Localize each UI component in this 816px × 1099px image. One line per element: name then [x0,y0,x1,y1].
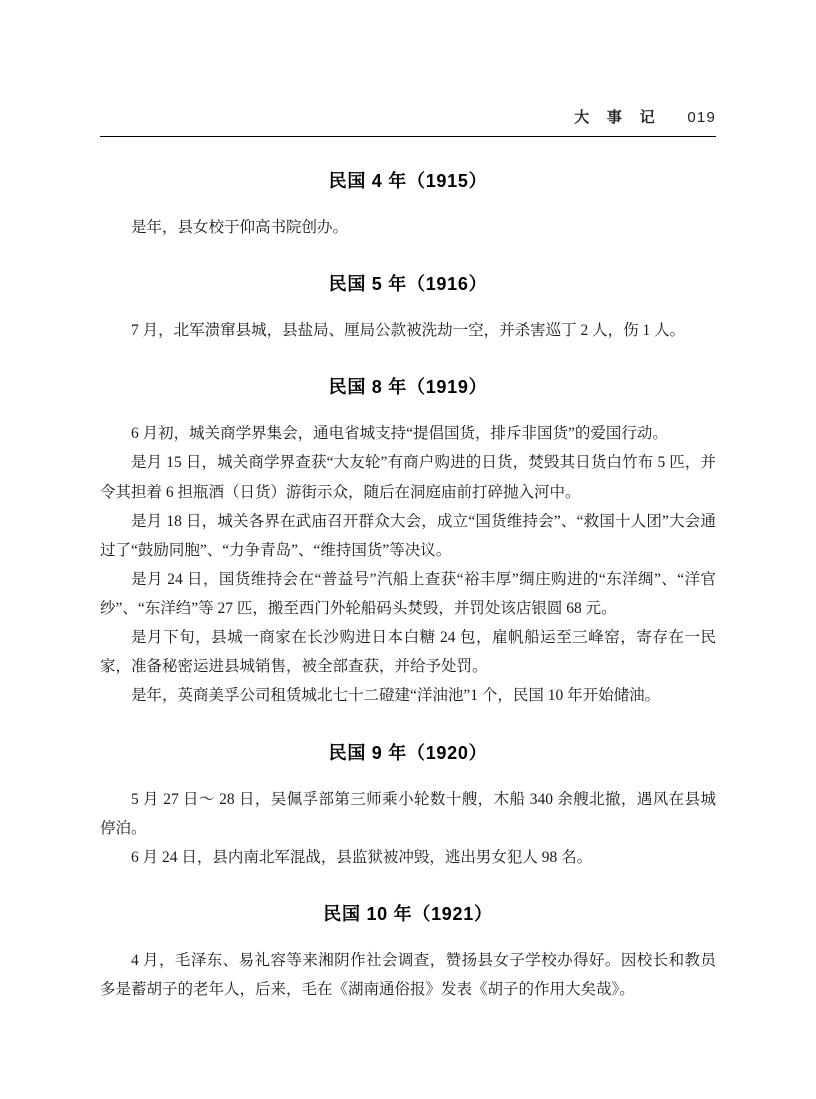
section-heading: 民国 4 年（1915） [328,171,488,191]
paragraph: 6 月初，城关商学界集会，通电省城支持“提倡国货，排斥非国货”的爱国行动。 [131,425,668,443]
paragraph: 4 月，毛泽东、易礼容等来湘阴作社会调查，赞扬县女子学校办得好。因校长和教员多是蓄胡子的老年人，后来，毛在《湖南通俗报》发表《胡子的作用大矣哉》。 [100,951,716,998]
paragraph: 7 月，北军溃窜县城，县盐局、厘局公款被洗劫一空，并杀害巡丁 2 人，伤 1 人。 [131,322,686,340]
paragraph: 是月 18 日，城关各界在武庙召开群众大会，成立“国货维持会”、“救国十人团”大会通过了“鼓励同胞”、“力争青岛”、“维持国货”等决议。 [100,512,716,559]
paragraph: 是月 24 日，国货维持会在“普益号”汽船上查获“裕丰厚”绸庄购进的“东洋绸”、“洋官纱”、“东洋绉”等 27 匹，搬至西门外轮船码头焚毁，并罚处该店银圆 68 元。 [100,570,716,617]
page-header [100,0,716,137]
year-section [100,270,716,345]
page-number: 019 [687,109,716,126]
paragraph: 是月下旬，县城一商家在长沙购进日本白糖 24 包，雇帆船运至三峰窑，寄存在一民家，准备秘密运进县城销售，被全部查获，并给予处罚。 [100,629,716,676]
year-section [100,373,716,710]
paragraph: 是年，县女校于仰高书院创办。 [131,219,349,236]
paragraph: 5 月 27 日～ 28 日，吴佩孚部第三师乘小轮数十艘，木船 340 余艘北撤，遇风在县城停泊。 [100,790,716,837]
document-body [100,137,716,1004]
year-section [100,167,716,242]
section-heading: 民国 9 年（1920） [328,742,488,763]
year-section [100,900,716,1004]
paragraph: 是年，英商美孚公司租赁城北七十二磴建“洋油池”1 个，民国 10 年开始储油。 [131,687,661,705]
paragraph: 6 月 24 日，县内南北军混战，县监狱被冲毁，逃出男女犯人 98 名。 [131,848,593,866]
section-heading: 民国 8 年（1919） [328,377,488,398]
paragraph: 是月 15 日，城关商学界查获“大友轮”有商户购进的日货，焚毁其日货白竹布 5 匹，并令其担着 6 担瓶酒（日货）游街示众，随后在洞庭庙前打碎抛入河中。 [100,454,716,501]
running-head-title: 大 事 记 [574,109,662,126]
year-section [100,739,716,872]
section-heading: 民国 5 年（1916） [328,274,488,295]
section-heading: 民国 10 年（1921） [323,903,493,924]
